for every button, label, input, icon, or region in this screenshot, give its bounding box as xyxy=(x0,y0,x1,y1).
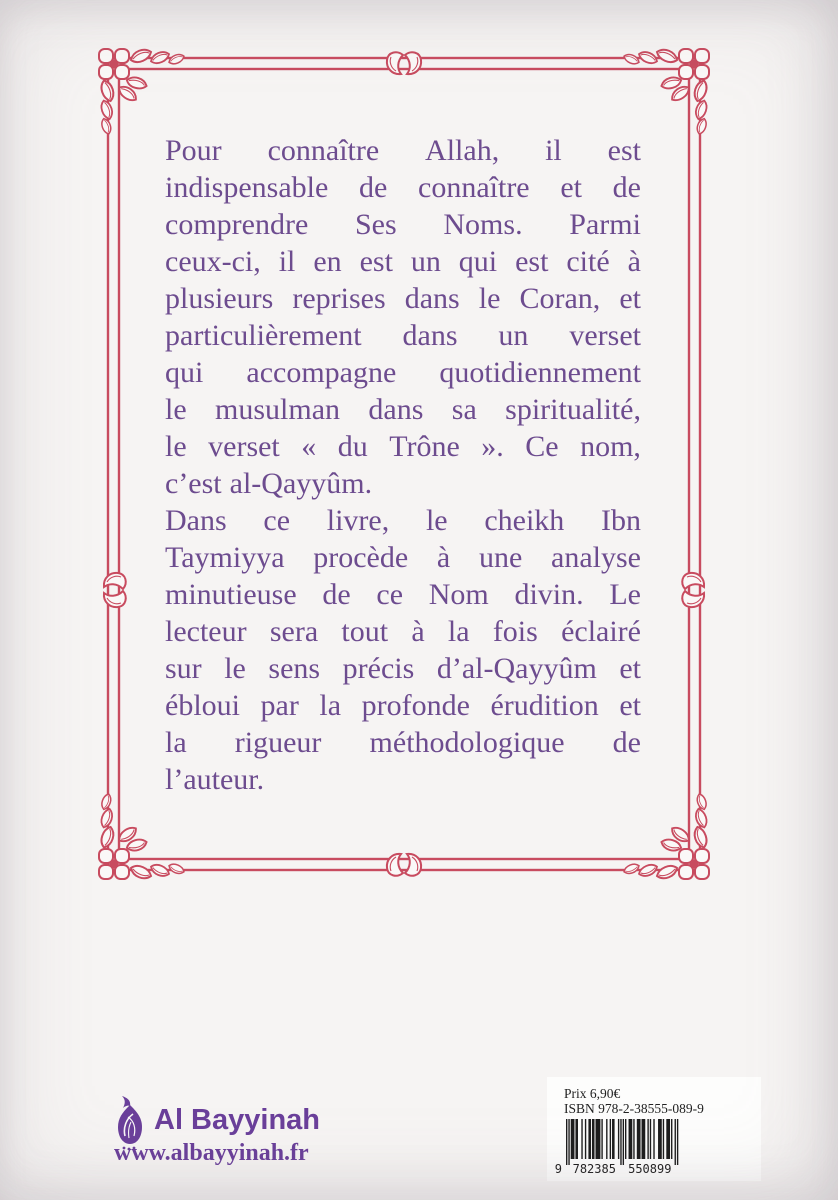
blurb-word: Allah, xyxy=(425,134,500,167)
blurb-word: précis xyxy=(342,652,415,685)
blurb-word: spiritualité, xyxy=(505,393,641,426)
blurb-word: par xyxy=(260,689,299,722)
blurb-line xyxy=(165,282,641,319)
blurb-word: ceux-ci, xyxy=(165,245,261,278)
blurb-word: ce xyxy=(263,504,291,537)
blurb-word: ébloui xyxy=(165,689,240,722)
blurb-word: à xyxy=(411,615,425,648)
blurb-word: nom, xyxy=(580,430,641,463)
blurb-word: de xyxy=(612,726,641,759)
blurb-word: minutieuse xyxy=(165,578,297,611)
blurb-word: fois xyxy=(492,615,538,648)
publisher-name: Al Bayyinah xyxy=(154,1104,320,1136)
blurb-line xyxy=(165,541,641,578)
blurb-word: la xyxy=(447,615,470,648)
blurb-word: érudition xyxy=(490,689,599,722)
blurb-word: particulièrement xyxy=(165,319,362,352)
price-text: Prix 6,90€ xyxy=(564,1086,621,1101)
blurb-word: à xyxy=(627,245,641,278)
blurb-line xyxy=(165,763,641,800)
blurb-word: plusieurs xyxy=(165,282,274,315)
svg-text:9: 9 xyxy=(554,1162,562,1176)
blurb-word: Noms. xyxy=(443,208,523,241)
blurb-word: le xyxy=(165,393,187,426)
blurb-word: est xyxy=(359,245,393,278)
blurb-word: cité xyxy=(566,245,610,278)
blurb-line xyxy=(165,134,641,171)
blurb-word: qui xyxy=(458,245,498,278)
blurb-word: al-Qayyûm. xyxy=(229,467,373,500)
blurb-word: tout xyxy=(341,615,389,648)
blurb-word: Trône xyxy=(389,430,460,463)
blurb-line xyxy=(165,171,641,208)
blurb-word: éclairé xyxy=(561,615,641,648)
blurb-line xyxy=(165,245,641,282)
blurb-word: et xyxy=(619,689,641,722)
blurb-word: quotidiennement xyxy=(439,356,641,389)
blurb-word: dans xyxy=(368,393,424,426)
blurb-word: de xyxy=(612,171,641,204)
blurb-line xyxy=(165,615,641,652)
blurb-word: dans xyxy=(404,282,460,315)
blurb-word: la xyxy=(165,726,187,759)
blurb-word: sur xyxy=(165,652,202,685)
blurb-word: et xyxy=(560,171,582,204)
blurb-word: de xyxy=(359,171,388,204)
blurb-word: est xyxy=(607,134,641,167)
blurb-word: Taymiyya xyxy=(165,541,285,574)
blurb-word: le xyxy=(224,652,246,685)
blurb-word: analyse xyxy=(551,541,641,574)
blurb-word: verset xyxy=(569,319,641,352)
publisher-website: www.albayyinah.fr xyxy=(114,1140,309,1166)
blurb-word: musulman xyxy=(215,393,341,426)
blurb-word: de xyxy=(322,578,351,611)
blurb-line xyxy=(165,319,641,356)
blurb-word: un xyxy=(410,245,441,278)
blurb-word: le xyxy=(478,282,501,315)
blurb-word: un xyxy=(498,319,529,352)
blurb-line xyxy=(165,652,641,689)
blurb-line xyxy=(165,393,641,430)
blurb-word: d’al-Qayyûm xyxy=(436,652,597,685)
blurb-word: lecteur xyxy=(165,615,247,648)
blurb-word: Le xyxy=(609,578,641,611)
blurb-word: ». xyxy=(481,430,504,463)
blurb-word: en xyxy=(313,245,342,278)
blurb-word: rigueur xyxy=(234,726,322,759)
blurb-word: Dans xyxy=(165,504,227,537)
blurb-word: profonde xyxy=(361,689,470,722)
blurb-word: reprises xyxy=(292,282,386,315)
blurb-word: « xyxy=(301,430,317,463)
blurb-word: il xyxy=(545,134,562,167)
blurb-word: il xyxy=(278,245,296,278)
blurb-word: divin. xyxy=(514,578,584,611)
blurb-word: Pour xyxy=(165,134,222,167)
blurb-word: sera xyxy=(269,615,319,648)
blurb-line xyxy=(165,208,641,245)
svg-text:550899: 550899 xyxy=(628,1162,672,1176)
blurb-word: Ses xyxy=(354,208,397,241)
blurb-word: dans xyxy=(402,319,458,352)
blurb-word: connaître xyxy=(267,134,380,167)
blurb-word: une xyxy=(478,541,523,574)
blurb-line xyxy=(165,689,641,726)
barcode xyxy=(553,1119,683,1177)
blurb-word: sens xyxy=(268,652,321,685)
blurb-word: Ce xyxy=(525,430,559,463)
blurb-word: l’auteur. xyxy=(165,763,265,796)
blurb-word: accompagne xyxy=(246,356,397,389)
blurb-line xyxy=(165,578,641,615)
blurb-word: indispensable xyxy=(165,171,329,204)
blurb-line xyxy=(165,467,641,504)
blurb-word: Ibn xyxy=(601,504,641,537)
blurb-word: ce xyxy=(376,578,404,611)
blurb-word: livre, xyxy=(326,504,390,537)
blurb-word: procède xyxy=(313,541,409,574)
blurb-word: connaître xyxy=(418,171,530,204)
blurb-word: est xyxy=(515,245,549,278)
blurb-word: à xyxy=(436,541,451,574)
blurb-word: et xyxy=(619,652,641,685)
isbn-text: ISBN 978-2-38555-089-9 xyxy=(564,1101,704,1116)
blurb-word: et xyxy=(619,282,641,315)
blurb-word: Parmi xyxy=(569,208,641,241)
blurb-word: Coran, xyxy=(519,282,601,315)
price-isbn-barcode-label xyxy=(547,1077,761,1181)
blurb-line xyxy=(165,356,641,393)
blurb-line xyxy=(165,504,641,541)
blurb-word: comprendre xyxy=(165,208,309,241)
blurb-word: cheikh xyxy=(484,504,565,537)
blurb-word: le xyxy=(425,504,448,537)
blurb-word: Nom xyxy=(428,578,489,611)
blurb-word: verset xyxy=(208,430,280,463)
blurb-word: sa xyxy=(451,393,477,426)
blurb-word: la xyxy=(319,689,342,722)
blurb-word: méthodologique xyxy=(369,726,565,759)
blurb-word: qui xyxy=(165,356,204,389)
blurb-line xyxy=(165,430,641,467)
publisher-block xyxy=(108,1092,338,1176)
blurb-word: le xyxy=(165,430,187,463)
back-cover-blurb xyxy=(165,134,641,800)
blurb-word: du xyxy=(337,430,368,463)
blurb-line xyxy=(165,726,641,763)
svg-text:782385: 782385 xyxy=(572,1162,616,1176)
blurb-word: c’est xyxy=(165,467,222,500)
